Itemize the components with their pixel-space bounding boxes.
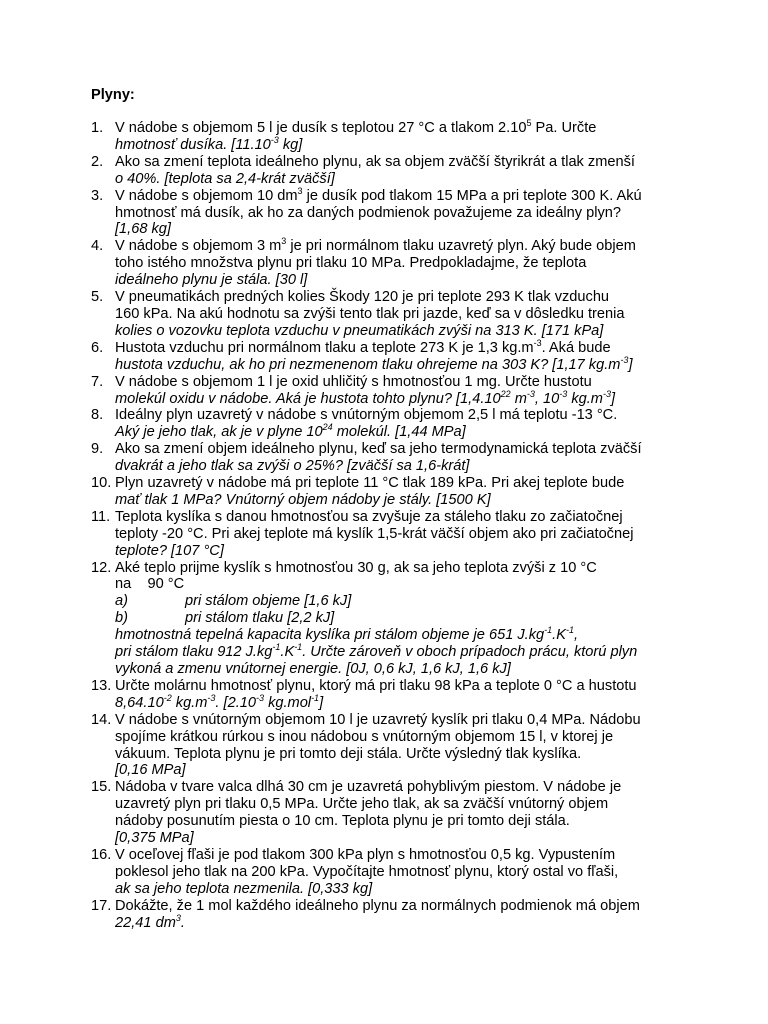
problem-number: 11.: [91, 508, 111, 525]
problem-item: [91, 441, 678, 475]
problem-item: [91, 779, 678, 847]
problem-line: V nádobe s objemom 1 l je oxid uhličitý s hmotnosťou 1 mg. Určte hustotu: [115, 373, 592, 390]
problem-line: hmotnosť dusíka. [$11.10^{-3}$ kg]: [115, 135, 303, 153]
problem-number: 5.: [91, 289, 104, 306]
problem-line: nádoby posunutím piesta o 10 cm. Teplota plynu je pri tomto deji stála.: [115, 813, 570, 830]
problem-number: 16.: [91, 846, 112, 863]
problem-line: Nádoba v tvare valca dlhá 30 cm je uzavretá pohyblivým piestom. V nádobe je: [115, 779, 622, 796]
problem-number: 17.: [91, 897, 112, 914]
problem-line: 22,41 $dm^3$.: [115, 912, 185, 931]
problem-item: [91, 560, 678, 678]
problem-line: [0,16 MPa]: [115, 762, 186, 779]
problem-item: [91, 337, 678, 374]
problem-item: [91, 289, 678, 340]
problem-item: [91, 374, 678, 408]
problem-line: [1,68 kg]: [115, 221, 171, 238]
problem-line: na 90 °C: [115, 576, 185, 593]
problem-line: Ideálny plyn uzavretý v nádobe s vnútorným objemom 2,5 l má teplotu -13 °C.: [115, 407, 618, 424]
problem-line: hustota vzduchu, ak ho pri nezmenenom tlaku ohrejeme na 303 K? [1,17 $kg.m^{-3}$]: [115, 354, 633, 373]
problem-item: [91, 120, 678, 154]
problem-item: [91, 509, 678, 560]
problem-line: V nádobe s vnútorným objemom 10 l je uzavretý kyslík pri tlaku 0,4 MPa. Nádobu: [115, 711, 641, 728]
problem-line: Ako sa zmení objem ideálneho plynu, keď sa jeho termodynamická teplota zväčší: [115, 441, 642, 458]
problem-line: 160 kPa. Na akú hodnotu sa zvýši tento tlak pri jazde, keď sa v dôsledku trenia: [115, 305, 625, 322]
problem-line: pri stálom tlaku 912 $J.kg^{-1}.K^{-1}$. Určte zároveň v oboch prípadoch prácu, ktorú plyn: [115, 642, 638, 661]
problem-line: V pneumatikách predných kolies Škody 120 je pri teplote 293 K tlak vzduchu: [115, 289, 610, 306]
problem-item: [91, 712, 678, 780]
problem-number: 12.: [91, 559, 112, 576]
problem-line: Ako sa zmení teplota ideálneho plynu, ak sa objem zväčší štyrikrát a tlak zmenší: [115, 153, 635, 170]
problem-line: Aký je jeho tlak, ak je v plyne $10^{24}$ molekúl. [1,44 MPa]: [115, 422, 466, 441]
problem-line: uzavretý plyn pri tlaku 0,5 MPa. Určte jeho tlak, ak sa zväčší vnútorný objem: [115, 796, 609, 813]
problem-line: V nádobe s objemom 5 l je dusík s teplotou 27 °C a tlakom 2.10$^5$ Pa. Určte: [115, 118, 597, 136]
problem-number: 2.: [91, 153, 104, 170]
problem-item: [91, 238, 678, 289]
sub-question: b) pri stálom tlaku [2,2 kJ]: [115, 610, 335, 627]
problem-line: hmotnosť má dusík, ak ho za daných podmienok považujeme za ideálny plyn?: [115, 204, 622, 221]
problem-line: teplote? [107 °C]: [115, 542, 224, 559]
problem-number: 6.: [91, 339, 104, 356]
problem-line: mať tlak 1 MPa? Vnútorný objem nádoby je stály. [1500 K]: [115, 491, 491, 508]
problem-list: [91, 120, 678, 932]
problem-line: spojíme krátkou rúrkou s inou nádobou s vnútorným objemom 15 l, v ktorej je: [115, 728, 614, 745]
problem-number: 7.: [91, 373, 104, 390]
sub-question: a) pri stálom objeme [1,6 kJ]: [115, 593, 352, 610]
problem-item: [91, 847, 678, 898]
problem-line: V nádobe s objemom 10 $dm^3$ je dusík pod tlakom 15 MPa a pri teplote 300 K. Akú: [115, 185, 642, 204]
problem-item: [91, 154, 678, 188]
problem-line: toho istého množstva plynu pri tlaku 10 MPa. Predpokladajme, že teplota: [115, 255, 587, 272]
problem-item: [91, 475, 678, 509]
problem-line: hmotnostná tepelná kapacita kyslíka pri stálom objeme je 651 $J.kg^{-1}.K^{-1}$,: [115, 625, 579, 644]
problem-line: $8,64.10^{-2}$ $kg.m^{-3}$. [$2.10^{-3}$ kg.mol$^{-1}$]: [115, 692, 324, 711]
problem-number: 3.: [91, 187, 104, 204]
problem-line: o 40%. [teplota sa 2,4-krát zväčší]: [115, 170, 335, 187]
problem-line: Plyn uzavretý v nádobe má pri teplote 11 °C tlak 189 kPa. Pri akej teplote bude: [115, 475, 625, 492]
problem-line: Teplota kyslíka s danou hmotnosťou sa zvyšuje za stáleho tlaku zo začiatočnej: [115, 508, 623, 525]
problem-line: vákuum. Teplota plynu je pri tomto deji stála. Určte výsledný tlak kyslíka.: [115, 745, 582, 762]
problem-line: Aké teplo prijme kyslík s hmotnosťou 30 g, ak sa jeho teplota zvýši z 10 °C: [115, 559, 597, 576]
problem-item: [91, 898, 678, 932]
problem-line: [0,375 MPa]: [115, 830, 194, 847]
problem-line: Hustota vzduchu pri normálnom tlaku a teplote 273 K je 1,3 $kg.m^{-3}$. Aká bude: [115, 337, 611, 356]
problem-item: [91, 185, 678, 239]
problem-number: 8.: [91, 407, 104, 424]
problem-line: kolies o vozovku teplota vzduchu v pneumatikách zvýši na 313 K. [171 kPa]: [115, 322, 604, 339]
problem-line: dvakrát a jeho tlak sa zvýši o 25%? [zväčší sa 1,6-krát]: [115, 458, 470, 475]
problem-number: 13.: [91, 677, 112, 694]
problem-line: molekúl oxidu v nádobe. Aká je hustota tohto plynu? [1,4.10$^{22}$ $m^{-3}$, $10^{-3}$ $kg.m^{-3}$]: [115, 388, 616, 407]
problem-line: teploty -20 °C. Pri akej teplote má kyslík 1,5-krát väčší objem ako pri začiatočnej: [115, 525, 634, 542]
problem-number: 10.: [91, 475, 112, 492]
problem-line: V oceľovej fľaši je pod tlakom 300 kPa plyn s hmotnosťou 0,5 kg. Vypustením: [115, 846, 616, 863]
problem-line: Určte molárnu hmotnosť plynu, ktorý má pri tlaku 98 kPa a teplote 0 °C a hustotu: [115, 677, 637, 694]
problem-number: 9.: [91, 441, 104, 458]
problem-line: ak sa jeho teplota nezmenila. [0,333 kg]: [115, 880, 373, 897]
problem-number: 4.: [91, 238, 104, 255]
problem-number: 14.: [91, 711, 112, 728]
problem-item: [91, 407, 678, 441]
problem-line: V nádobe s objemom 3 $m^3$ je pri normálnom tlaku uzavretý plyn. Aký bude objem: [115, 236, 636, 255]
problem-line: poklesol jeho tlak na 200 kPa. Vypočítajte hmotnosť plynu, ktorý ostal vo fľaši,: [115, 863, 619, 880]
problem-number: 1.: [91, 120, 104, 136]
problem-line: vykoná a zmenu vnútornej energie. [0J, 0,6 kJ, 1,6 kJ, 1,6 kJ]: [115, 661, 511, 677]
problem-line: ideálneho plynu je stála. [30 l]: [115, 272, 308, 289]
problem-item: [91, 678, 678, 712]
problem-number: 15.: [91, 779, 112, 796]
page-title: Plyny:: [91, 87, 135, 103]
problem-line: Dokážte, že 1 mol každého ideálneho plynu za normálnych podmienok má objem: [115, 897, 640, 914]
